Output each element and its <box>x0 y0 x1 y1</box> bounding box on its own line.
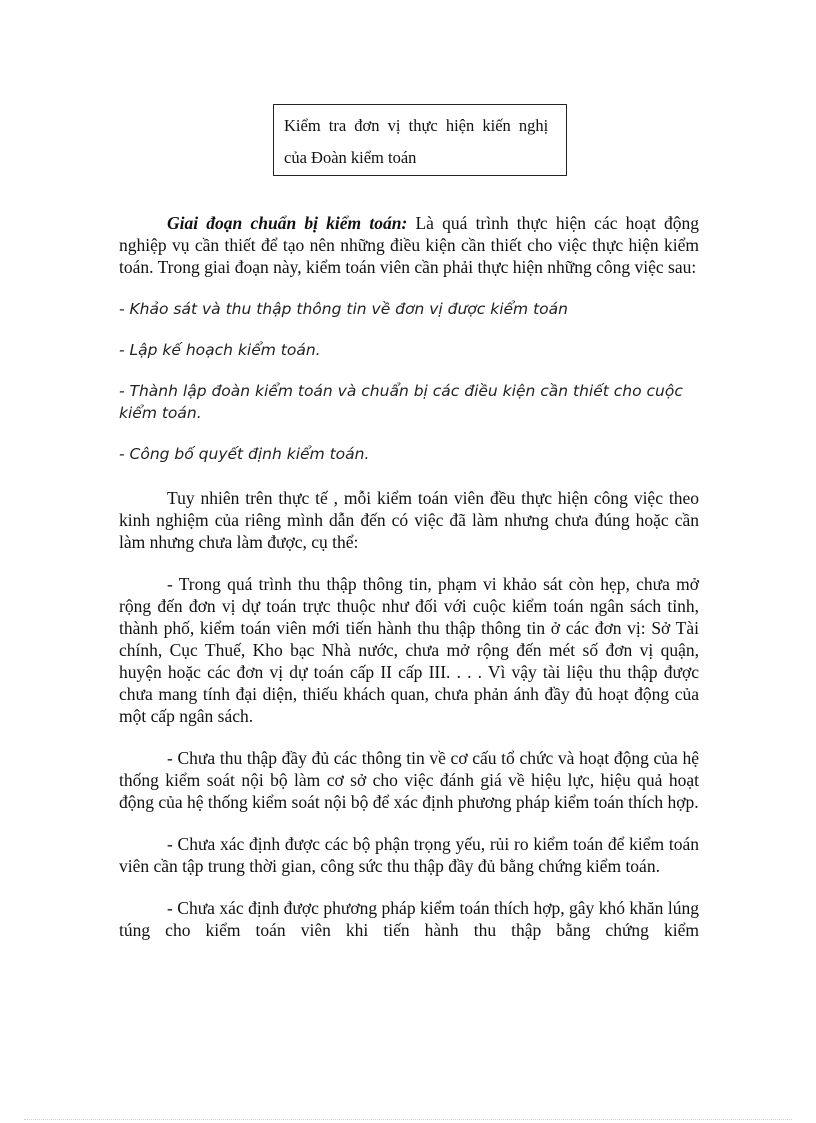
paragraph-3: - Chưa thu thập đầy đủ các thông tin về cơ cấu tổ chức và hoạt động của hệ thống kiểm soát nội bộ làm cơ sở cho việc đánh giá về hiệu lực, hiệu quả hoạt động của hệ thống kiểm soát nội bộ để xác định phương pháp kiểm toán thích hợp. <box>119 748 699 812</box>
intro-lead: Giai đoạn chuẩn bị kiểm toán: <box>167 213 408 233</box>
body-text <box>119 212 699 961</box>
paragraph-1: Tuy nhiên trên thực tế , mỗi kiểm toán viên đều thực hiện công việc theo kinh nghiệm của riêng mình dẫn đến có việc đã làm nhưng chưa đúng hoặc cần làm nhưng chưa làm được, cụ thể: <box>119 488 699 552</box>
paragraph-4: - Chưa xác định được các bộ phận trọng yếu, rủi ro kiểm toán để kiểm toán viên cần tập trung thời gian, công sức thu thập đầy đủ bằng chứng kiểm toán. <box>119 834 699 876</box>
box-line-2: của Đoàn kiểm toán <box>284 148 417 167</box>
paragraph-5: - Chưa xác định được phương pháp kiểm toán thích hợp, gây khó khăn lúng túng cho kiểm toán viên khi tiến hành thu thập bằng chứng kiểm <box>119 898 699 940</box>
list-item-2: - Lập kế hoạch kiểm toán. <box>119 341 321 359</box>
intro-paragraph <box>119 212 699 278</box>
list-item-4: - Công bố quyết định kiểm toán. <box>119 445 370 463</box>
box-line-1: Kiểm tra đơn vị thực hiện kiến nghị <box>284 116 549 135</box>
intro-text: Là quá trình thực hiện các hoạt động nghiệp vụ cần thiết để tạo nên những điều kiện cần thiết cho việc thực hiện kiểm toán. Trong giai đoạn này, kiểm toán viên cần phải thực hiện những công việc sau: <box>119 213 699 277</box>
paragraph-2: - Trong quá trình thu thập thông tin, phạm vi khảo sát còn hẹp, chưa mở rộng đến đơn vị dự toán trực thuộc như đối với cuộc kiểm toán ngân sách tỉnh, thành phố, kiểm toán viên mới tiến hành thu thập thông tin ở các đơn vị: Sở Tài chính, Cục Thuế, Kho bạc Nhà nước, chưa mở rộng đến mét số đơn vị quận, huyện hoặc các đơn vị dự toán cấp II cấp III. . . . Vì vậy tài liệu thu thập được chưa mang tính đại diện, thiếu khách quan, chưa phản ánh đầy đủ hoạt động của một cấp ngân sách. <box>119 574 699 726</box>
diagram-box <box>273 104 567 176</box>
list-item-1: - Khảo sát và thu thập thông tin về đơn vị được kiểm toán <box>119 300 568 318</box>
page-bottom-divider <box>24 1119 792 1120</box>
list-item-3: - Thành lập đoàn kiểm toán và chuẩn bị các điều kiện cần thiết cho cuộc kiểm toán. <box>119 382 683 422</box>
